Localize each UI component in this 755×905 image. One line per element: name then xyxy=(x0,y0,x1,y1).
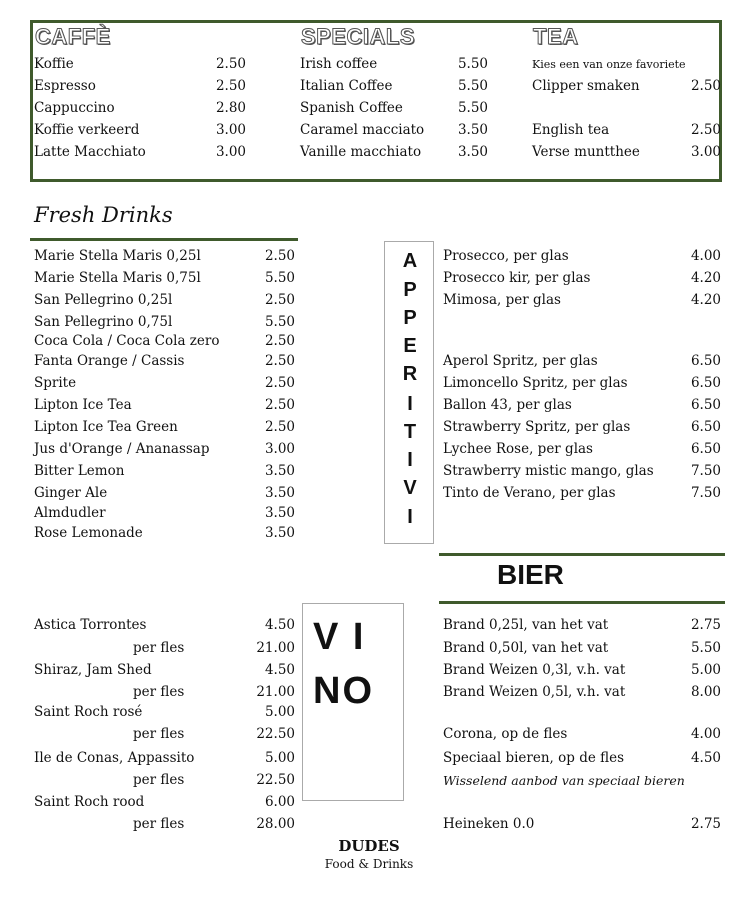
bier-item-price: 4.00 xyxy=(690,726,721,742)
vino-item-price: 5.00 xyxy=(264,704,295,720)
tea-item-name: English tea xyxy=(532,122,610,138)
tea-note: Kies een van onze favoriete xyxy=(532,58,686,71)
vino-item-name: per fles xyxy=(133,726,185,742)
fresh-divider xyxy=(30,238,298,241)
apperitivi-letter: I xyxy=(407,393,413,415)
bier-item-price: 5.00 xyxy=(690,662,721,678)
apperitivi-item-name: Strawberry mistic mango, glas xyxy=(443,463,654,479)
bier-item-name: Corona, op de fles xyxy=(443,726,568,742)
fresh-item-price: 3.50 xyxy=(264,505,295,521)
caffe-item-price: 3.00 xyxy=(215,144,246,160)
fresh-item-name: Almdudler xyxy=(34,505,106,521)
apperitivi-item-price: 7.50 xyxy=(690,463,721,479)
fresh-item-name: Lipton Ice Tea xyxy=(34,397,132,413)
vino-item-price: 4.50 xyxy=(264,617,295,633)
apperitivi-item-price: 6.50 xyxy=(690,375,721,391)
apperitivi-item-price: 6.50 xyxy=(690,353,721,369)
apperitivi-item-name: Prosecco, per glas xyxy=(443,248,569,264)
specials-item-name: Vanille macchiato xyxy=(300,144,422,160)
bier-item-price: 2.75 xyxy=(690,617,721,633)
fresh-item-price: 2.50 xyxy=(264,397,295,413)
vino-item-price: 4.50 xyxy=(264,662,295,678)
tea-item-price: 2.50 xyxy=(690,122,721,138)
vino-item-name: per fles xyxy=(133,816,185,832)
apperitivi-item-price: 4.20 xyxy=(690,292,721,308)
fresh-item-name: San Pellegrino 0,25l xyxy=(34,292,173,308)
fresh-item-name: Marie Stella Maris 0,25l xyxy=(34,248,201,264)
bier-item-price: 5.50 xyxy=(690,640,721,656)
fresh-item-name: Rose Lemonade xyxy=(34,525,143,541)
fresh-item-name: Bitter Lemon xyxy=(34,463,125,479)
vino-item-name: Saint Roch rood xyxy=(34,794,145,810)
specials-heading: SPECIALS xyxy=(301,24,416,49)
specials-item-price: 3.50 xyxy=(457,144,488,160)
bier-heading: BIER xyxy=(497,559,564,590)
vino-title-line2: NO xyxy=(313,670,374,712)
bier-item-price: 8.00 xyxy=(690,684,721,700)
vino-item-price: 22.50 xyxy=(256,726,295,742)
vino-box xyxy=(302,603,404,801)
bier-bottom-divider xyxy=(439,601,725,604)
apperitivi-letter: V xyxy=(403,477,417,499)
vino-item-price: 6.00 xyxy=(264,794,295,810)
bier-top-divider xyxy=(439,553,725,556)
apperitivi-item-name: Strawberry Spritz, per glas xyxy=(443,419,631,435)
fresh-item-price: 3.50 xyxy=(264,525,295,541)
apperitivi-item-name: Tinto de Verano, per glas xyxy=(443,485,616,501)
fresh-item-price: 3.00 xyxy=(264,441,295,457)
fresh-item-name: San Pellegrino 0,75l xyxy=(34,314,173,330)
caffe-item-name: Latte Macchiato xyxy=(34,144,146,160)
vino-item-name: Ile de Conas, Appassito xyxy=(34,750,195,766)
caffe-item-name: Koffie xyxy=(34,56,74,72)
fresh-item-price: 2.50 xyxy=(264,333,295,349)
apperitivi-item-name: Mimosa, per glas xyxy=(443,292,561,308)
fresh-item-name: Coca Cola / Coca Cola zero xyxy=(34,333,220,349)
vino-item-name: per fles xyxy=(133,640,185,656)
vino-item-price: 28.00 xyxy=(256,816,295,832)
bier-note: Wisselend aanbod van speciaal bieren xyxy=(443,773,685,788)
caffe-item-price: 2.50 xyxy=(215,78,246,94)
fresh-item-price: 2.50 xyxy=(264,419,295,435)
apperitivi-letter: A xyxy=(402,250,418,272)
apperitivi-letter: T xyxy=(403,421,417,443)
caffe-heading: CAFFÈ xyxy=(35,24,111,49)
vino-item-price: 22.50 xyxy=(256,772,295,788)
vino-title-line1: V I xyxy=(313,616,366,658)
bier-item-name: Brand Weizen 0,5l, v.h. vat xyxy=(443,684,626,700)
tea-heading: TEA xyxy=(533,24,579,49)
fresh-item-name: Sprite xyxy=(34,375,77,391)
bier-item-price: 2.75 xyxy=(690,816,721,832)
caffe-item-name: Espresso xyxy=(34,78,96,94)
specials-item-name: Irish coffee xyxy=(300,56,378,72)
apperitivi-letter: P xyxy=(403,279,417,301)
specials-item-price: 3.50 xyxy=(457,122,488,138)
fresh-item-price: 2.50 xyxy=(264,292,295,308)
apperitivi-item-price: 7.50 xyxy=(690,485,721,501)
apperitivi-letter: E xyxy=(403,335,417,357)
specials-item-name: Spanish Coffee xyxy=(300,100,403,116)
bier-item-name: Brand 0,25l, van het vat xyxy=(443,617,609,633)
tea-item-name: Clipper smaken xyxy=(532,78,640,94)
bier-item-name: Heineken 0.0 xyxy=(443,816,535,832)
fresh-item-price: 5.50 xyxy=(264,314,295,330)
specials-item-name: Caramel macciato xyxy=(300,122,425,138)
caffe-item-price: 2.50 xyxy=(215,56,246,72)
fresh-item-price: 2.50 xyxy=(264,375,295,391)
specials-item-price: 5.50 xyxy=(457,78,488,94)
bier-item-name: Speciaal bieren, op de fles xyxy=(443,750,625,766)
fresh-item-name: Ginger Ale xyxy=(34,485,108,501)
bier-item-name: Brand Weizen 0,3l, v.h. vat xyxy=(443,662,626,678)
specials-item-name: Italian Coffee xyxy=(300,78,393,94)
vino-item-price: 21.00 xyxy=(256,640,295,656)
apperitivi-item-name: Limoncello Spritz, per glas xyxy=(443,375,628,391)
caffe-item-name: Cappuccino xyxy=(34,100,115,116)
apperitivi-letter: I xyxy=(407,506,413,528)
tea-item-price: 3.00 xyxy=(690,144,721,160)
footer-brand: DUDES xyxy=(338,837,400,855)
fresh-item-price: 5.50 xyxy=(264,270,295,286)
fresh-item-name: Marie Stella Maris 0,75l xyxy=(34,270,201,286)
apperitivi-item-price: 6.50 xyxy=(690,419,721,435)
apperitivi-item-price: 4.00 xyxy=(690,248,721,264)
bier-item-name: Brand 0,50l, van het vat xyxy=(443,640,609,656)
apperitivi-item-name: Lychee Rose, per glas xyxy=(443,441,593,457)
apperitivi-item-name: Aperol Spritz, per glas xyxy=(443,353,598,369)
apperitivi-item-price: 6.50 xyxy=(690,397,721,413)
apperitivi-item-name: Ballon 43, per glas xyxy=(443,397,572,413)
fresh-drinks-heading: Fresh Drinks xyxy=(34,203,173,227)
apperitivi-item-price: 6.50 xyxy=(690,441,721,457)
tea-item-price: 2.50 xyxy=(690,78,721,94)
vino-item-price: 5.00 xyxy=(264,750,295,766)
fresh-item-price: 2.50 xyxy=(264,353,295,369)
tea-item-name: Verse muntthee xyxy=(532,144,640,160)
bier-item-price: 4.50 xyxy=(690,750,721,766)
fresh-item-price: 3.50 xyxy=(264,463,295,479)
vino-item-price: 21.00 xyxy=(256,684,295,700)
specials-item-price: 5.50 xyxy=(457,100,488,116)
fresh-item-price: 3.50 xyxy=(264,485,295,501)
fresh-item-name: Fanta Orange / Cassis xyxy=(34,353,185,369)
apperitivi-letter: I xyxy=(407,449,413,471)
vino-item-name: Astica Torrontes xyxy=(34,617,147,633)
caffe-item-price: 2.80 xyxy=(215,100,246,116)
apperitivi-letter: R xyxy=(402,363,418,385)
vino-item-name: per fles xyxy=(133,684,185,700)
fresh-item-price: 2.50 xyxy=(264,248,295,264)
vino-item-name: Saint Roch rosé xyxy=(34,704,143,720)
footer-tagline: Food & Drinks xyxy=(324,857,414,871)
apperitivi-item-name: Prosecco kir, per glas xyxy=(443,270,591,286)
apperitivi-box xyxy=(384,241,434,544)
apperitivi-letter: P xyxy=(403,307,417,329)
caffe-item-price: 3.00 xyxy=(215,122,246,138)
specials-item-price: 5.50 xyxy=(457,56,488,72)
vino-item-name: Shiraz, Jam Shed xyxy=(34,662,152,678)
apperitivi-item-price: 4.20 xyxy=(690,270,721,286)
vino-item-name: per fles xyxy=(133,772,185,788)
caffe-item-name: Koffie verkeerd xyxy=(34,122,140,138)
fresh-item-name: Jus d'Orange / Ananassap xyxy=(34,441,210,457)
fresh-item-name: Lipton Ice Tea Green xyxy=(34,419,178,435)
